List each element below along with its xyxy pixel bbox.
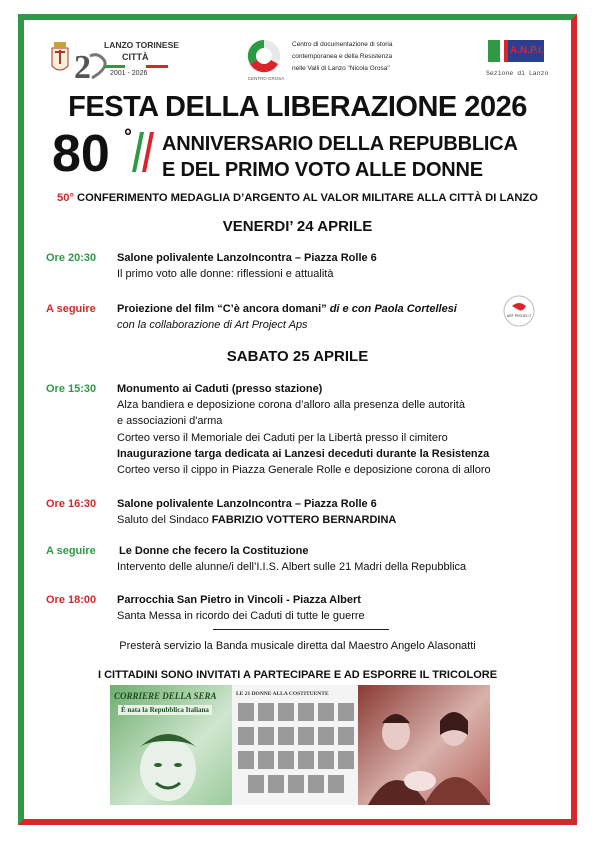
invite-text: I CITTADINI SONO INVITATI A PARTECIPARE E AD ESPORRE IL TRICOLORE <box>97 669 498 681</box>
mayor-name: FABRIZIO VOTTERO BERNARDINA <box>211 514 397 526</box>
medal-number: 50° <box>57 192 74 204</box>
anniversary-line1: ANNIVERSARIO DELLA REPUBBLICA <box>162 133 518 155</box>
art-project-icon <box>502 294 536 328</box>
event-desc: Il primo voto alle donne: riflessioni e attualità <box>117 268 334 280</box>
tricolor-bar <box>104 65 168 68</box>
page-title: FESTA DELLA LIBERAZIONE 2026 <box>68 91 527 123</box>
center-logo-line: nelle Valli di Lanzo "Nicola Grosa" <box>292 65 390 72</box>
film-title: Proiezione del film “C’è ancora domani” <box>117 303 327 315</box>
band-note: Presterà servizio la Banda musicale diretta dal Maestro Angelo Alasonatti <box>119 640 476 652</box>
event-desc: Intervento delle alunne/i dell’I.I.S. Albert sulle 21 Madri della Repubblica <box>117 561 467 573</box>
family-image <box>358 685 490 805</box>
center-logo-line: contemporanea e della Resistenza <box>292 53 393 60</box>
lanzo-city-logo <box>44 38 184 84</box>
center-logo-caption: CENTRO GROSA <box>247 76 285 81</box>
event-place: Salone polivalente LanzoIncontra – Piazza Rolle 6 <box>117 498 377 510</box>
anniversary-line2: E DEL PRIMO VOTO ALLE DONNE <box>162 159 483 181</box>
portraits-grid-image <box>232 701 358 805</box>
event-time: A seguire <box>46 545 96 557</box>
anniversary-number: 80 <box>52 125 110 183</box>
newspaper-headline: CORRIERE DELLA SERA <box>114 691 217 701</box>
anpi-logo <box>482 40 552 82</box>
event-time: Ore 20:30 <box>46 252 97 264</box>
event-desc: Corteo verso il cippo in Piazza Generale Rolle e deposizione corona di alloro <box>117 464 491 476</box>
event-desc: Santa Messa in ricordo dei Caduti di tutte le guerre <box>117 610 365 622</box>
event-time: Ore 16:30 <box>46 498 97 510</box>
anpi-flag-icon <box>488 40 544 62</box>
medal-subtitle <box>0 192 595 204</box>
event-time: A seguire <box>46 303 96 315</box>
family-photo <box>358 685 490 805</box>
svg-text:2: 2 <box>74 49 91 84</box>
event-desc: con la collaborazione di Art Project Aps <box>117 319 308 331</box>
newspaper-photo <box>110 685 232 805</box>
anpi-name: A.N.P.I. <box>510 45 544 56</box>
logo-years: 2001 - 2026 <box>110 70 148 77</box>
costituente-headline: LE 21 DONNE ALLA COSTITUENTE <box>236 691 329 697</box>
tricolor-slashes-icon <box>132 130 156 174</box>
tricolor-circle-icon <box>246 38 282 74</box>
event-place: Salone polivalente LanzoIncontra – Piazza Rolle 6 <box>117 252 377 264</box>
event-time: Ore 18:00 <box>46 594 97 606</box>
event-place: Parrocchia San Pietro in Vincoli - Piazza Albert <box>117 594 361 606</box>
event-place <box>117 301 457 317</box>
medal-text: CONFERIMENTO MEDAGLIA D’ARGENTO AL VALOR MILITARE ALLA CITTÀ DI LANZO <box>73 192 538 204</box>
anniversary-degree: ° <box>124 126 132 148</box>
film-credits: di e con Paola Cortellesi <box>326 303 457 315</box>
event-time: Ore 15:30 <box>46 383 97 395</box>
costituente-photo <box>232 685 358 805</box>
art-project-label: ART PROJECT <box>506 314 532 318</box>
centro-grosa-logo <box>246 38 456 84</box>
newspaper-subhead: È nata la Repubblica Italiana <box>118 705 212 715</box>
event-desc: Inaugurazione targa dedicata ai Lanzesi deceduti durante la Resistenza <box>117 448 490 460</box>
anpi-section: Sezione di Lanzo <box>486 70 549 77</box>
photo-collage <box>110 685 490 805</box>
event-place: Monumento ai Caduti (presso stazione) <box>117 383 323 395</box>
day2-title: SABATO 25 APRILE <box>226 348 369 365</box>
greeting-text: Saluto del Sindaco <box>117 514 212 526</box>
event-desc: Corteo verso il Memoriale dei Caduti per la Libertà presso il cimitero <box>117 432 448 444</box>
center-logo-line: Centro di documentazione di storia <box>292 41 393 48</box>
event-desc <box>117 512 396 528</box>
day1-title: VENERDI’ 24 APRILE <box>222 218 373 235</box>
event-desc: e associazioni d'arma <box>117 415 223 427</box>
event-place: Le Donne che fecero la Costituzione <box>119 545 309 557</box>
event-desc: Alza bandiera e deposizione corona d’alloro alla presenza delle autorità <box>117 399 465 411</box>
smiling-woman-image <box>110 717 232 805</box>
divider <box>213 629 389 630</box>
logo-line2: CITTÀ <box>122 52 149 62</box>
art-project-logo <box>502 294 536 328</box>
center-logo-text <box>292 40 392 73</box>
logo-line1: LANZO TORINESE <box>104 40 179 50</box>
